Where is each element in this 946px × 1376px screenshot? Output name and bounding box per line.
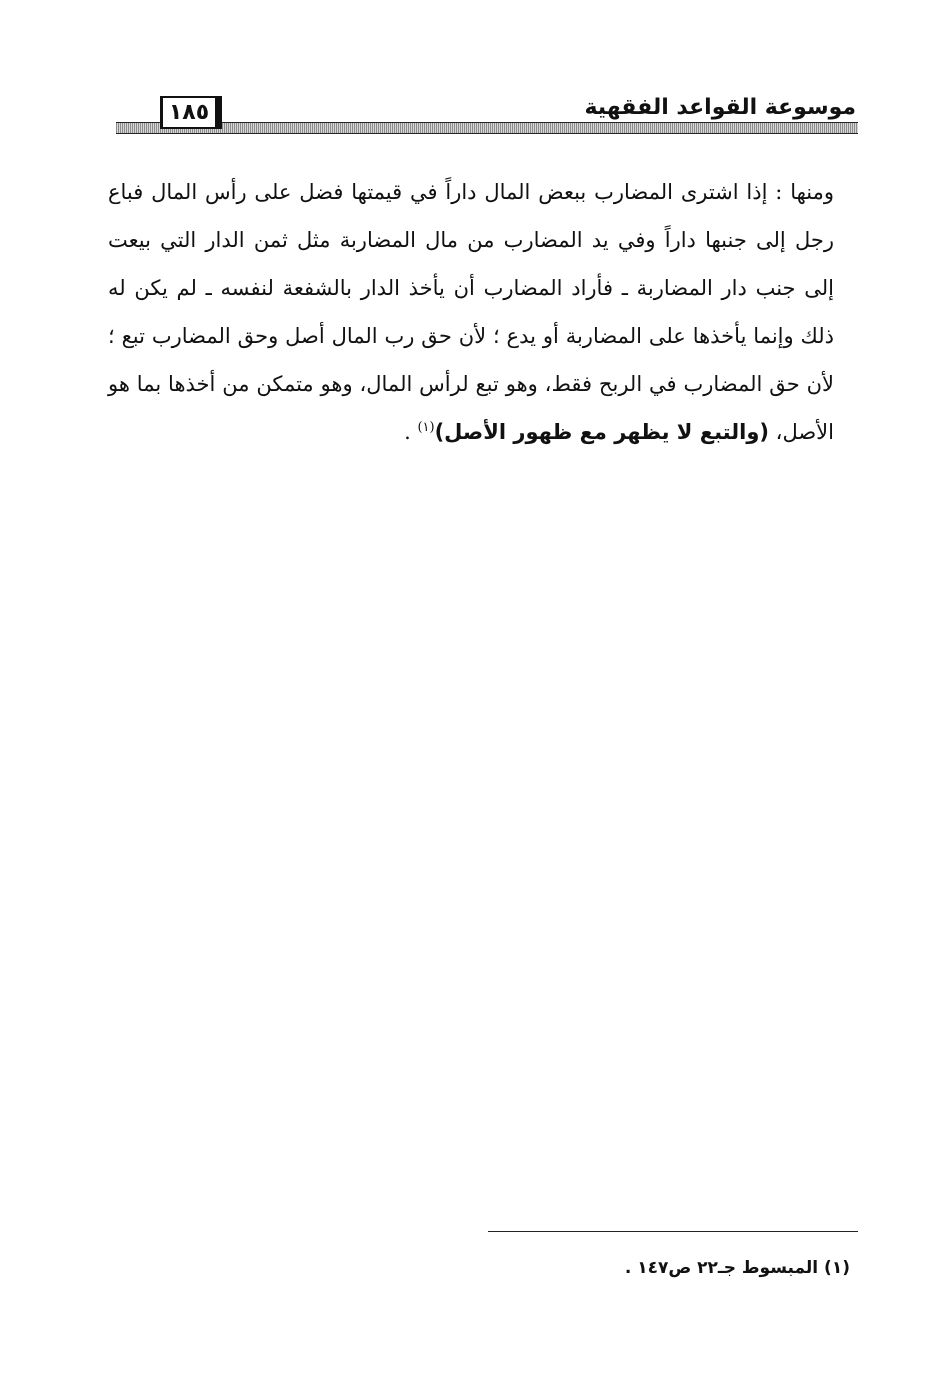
body-text-bold-rule: (والتبع لا يظهر مع ظهور الأصل): [434, 420, 769, 444]
book-title: موسوعة القواعد الفقهية: [584, 95, 856, 120]
header-rule: [116, 122, 858, 134]
footnote-reference: (١): [417, 420, 435, 435]
footnote-text: المبسوط جـ٢٢ ص١٤٧ .: [624, 1258, 819, 1278]
footnote-marker: (١): [824, 1258, 850, 1278]
page-number-box: [160, 96, 222, 129]
footnote: [625, 1254, 850, 1282]
page-number: ١٨٥: [168, 99, 210, 125]
body-text-end: .: [404, 420, 418, 444]
body-text-main: ومنها : إذا اشترى المضارب ببعض المال داراً في قيمتها فضل على رأس المال فباع رجل إلى جنبها داراً وفي يد المضارب من مال المضاربة مثل ثمن الدار التي بيعت إلى جنب دار المضاربة ـ فأراد المضارب أن يأخذ الدار بالشفعة لنفسه ـ لم يكن له ذلك وإنما يأخذها على المضاربة أو يدع ؛ لأن حق رب المال أصل وحق المضارب تبع ؛ لأن حق المضارب في الربح فقط، وهو تبع لرأس المال، وهو متمكن من أخذها بما هو الأصل،: [108, 180, 834, 444]
running-header: [110, 92, 858, 142]
footnote-separator: [488, 1231, 858, 1232]
body-paragraph: [108, 168, 834, 456]
